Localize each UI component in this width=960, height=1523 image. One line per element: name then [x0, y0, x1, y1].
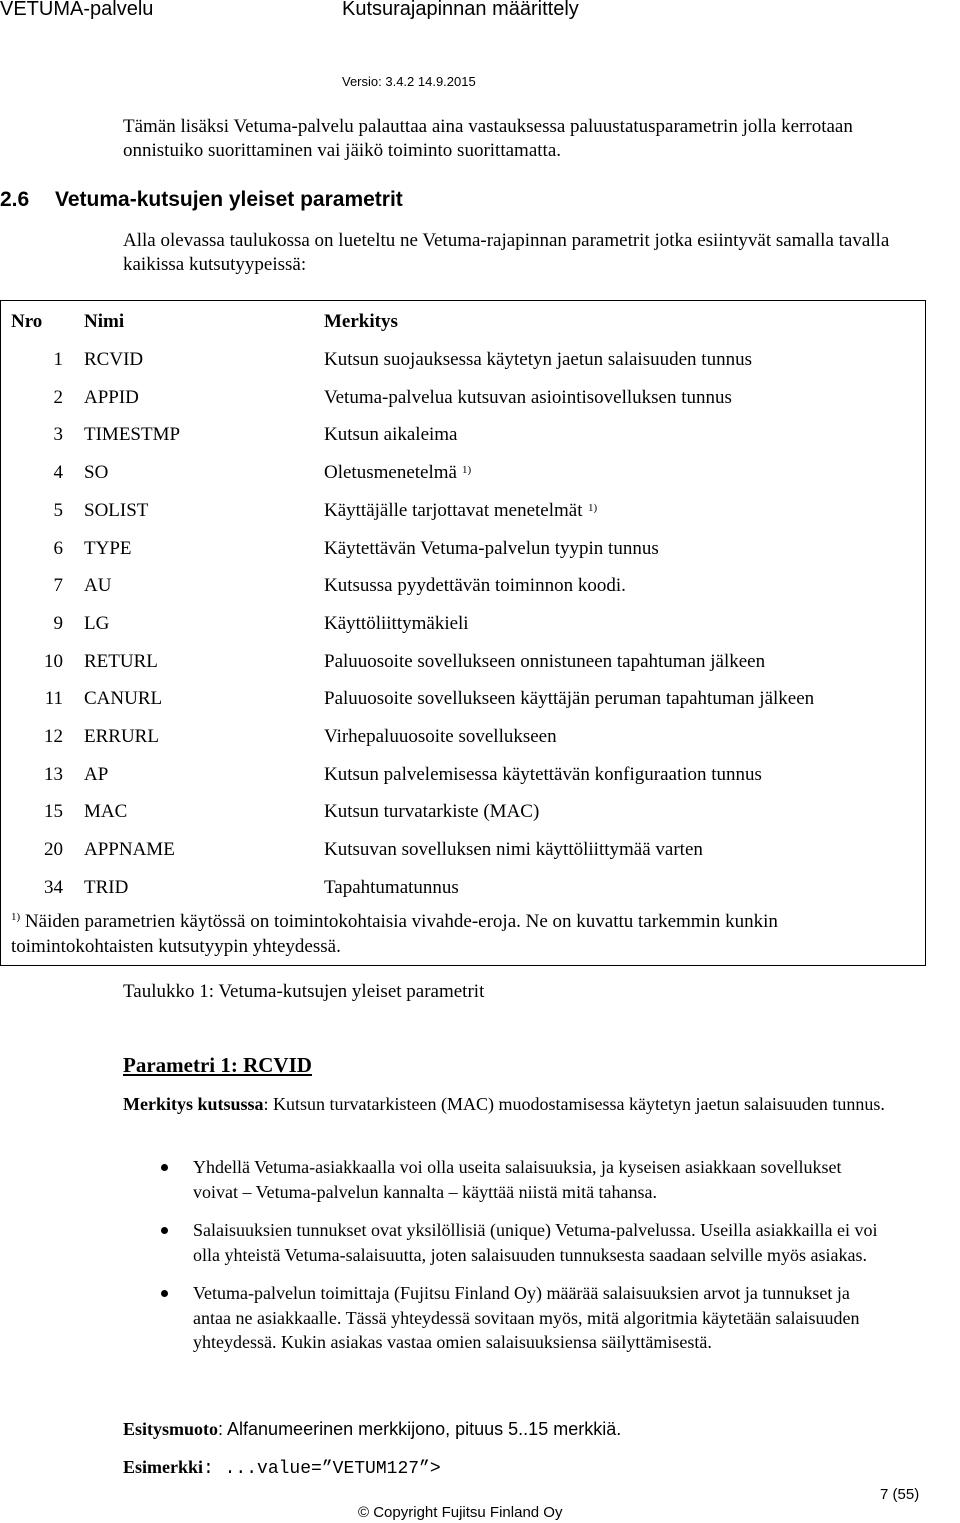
table-row: [1, 416, 925, 454]
cell-nimi: CANURL: [84, 688, 163, 710]
footnote-text: Näiden parametrien käytössä on toimintokohtaisia vivahde-eroja. Ne on kuvattu tarkemmin kunkin toimintokohtaisten kutsutyypin yhteydessä.: [11, 911, 778, 957]
cell-merkitys: Kutsun turvatarkiste (MAC): [324, 801, 540, 823]
header-merkitys: Merkitys: [324, 311, 398, 332]
table-row: [1, 530, 925, 568]
table-row: [1, 379, 925, 417]
cell-merkitys: Tapahtumatunnus: [324, 876, 459, 898]
table-row: [1, 567, 925, 605]
cell-merkitys: Kutsuvan sovelluksen nimi käyttöliittymää varten: [324, 839, 703, 861]
cell-nro: 9: [53, 612, 63, 634]
section-number: 2.6: [0, 188, 30, 211]
parameters-table: [0, 300, 926, 966]
cell-nro: 2: [53, 386, 63, 408]
header-doc-name: VETUMA-palvelu: [0, 0, 154, 20]
cell-nro: 7: [53, 575, 63, 597]
cell-nro: 4: [53, 462, 63, 484]
cell-nimi: TYPE: [84, 537, 132, 559]
table-row: 5 SOLIST Käyttäjälle tarjottavat menetelmät 1): [1, 492, 925, 530]
header-nro: Nro: [11, 311, 43, 332]
cell-merkitys: Kutsun palvelemisessa käytettävän konfiguraation tunnus: [324, 763, 762, 785]
footnote-mark: 1): [11, 911, 21, 923]
cell-nimi: SOLIST: [84, 499, 149, 521]
bullet-icon: [161, 1227, 168, 1234]
section-heading: [0, 188, 403, 212]
cell-nimi: ERRURL: [84, 726, 159, 747]
param-heading: Parametri 1: RCVID: [123, 1053, 312, 1077]
cell-merkitys: Kutsun suojauksessa käytetyn jaetun salaisuuden tunnus: [324, 349, 752, 370]
table-row: [1, 341, 925, 379]
table-row: [1, 643, 925, 681]
table-row: [1, 605, 925, 643]
table-header-row: [1, 303, 925, 341]
cell-merkitys: Kutsun aikaleima: [324, 424, 458, 446]
esitysmuoto-text: : Alfanumeerinen merkkijono, pituus 5..15 merkkiä.: [218, 1419, 622, 1439]
cell-merkitys: Vetuma-palvelua kutsuvan asiointisovelluksen tunnus: [324, 386, 732, 408]
cell-nro: 6: [53, 537, 63, 559]
intro-paragraph: Tämän lisäksi Vetuma-palvelu palauttaa aina vastauksessa paluustatusparametrin jolla kerrotaan onnistuiko suorittaminen vai jäikö toiminto suorittamatta.: [123, 116, 853, 161]
table-row: [1, 680, 925, 718]
cell-nro: 3: [53, 424, 63, 446]
table-row: [1, 869, 925, 907]
cell-nimi: APPID: [84, 386, 139, 408]
footer-copyright: © Copyright Fujitsu Finland Oy: [358, 1504, 563, 1521]
cell-nro: 11: [44, 688, 63, 710]
list-item: [123, 1218, 883, 1267]
cell-nro: 13: [44, 763, 63, 785]
cell-nimi: AP: [84, 763, 109, 785]
cell-nimi: AU: [84, 575, 112, 597]
esimerkki-label: Esimerkki: [123, 1457, 204, 1477]
cell-nimi: RCVID: [84, 349, 144, 370]
list-item: [123, 1155, 883, 1204]
list-item-text: Salaisuuksien tunnukset ovat yksilöllisiä (unique) Vetuma-palvelussa. Useilla asiakkailla ei voi olla yhteistä Vetuma-salaisuutta, joten salaisuuden tunnuksesta saadaan selville myös asiakas.: [193, 1220, 878, 1265]
param-bullet-list: [123, 1155, 883, 1369]
cell-merkitys: Käyttöliittymäkieli: [324, 612, 469, 634]
cell-nro: 12: [44, 726, 63, 747]
table-row: [1, 756, 925, 794]
table-row: [1, 718, 925, 756]
cell-merkitys: Kutsussa pyydettävän toiminnon koodi.: [324, 575, 626, 597]
cell-nro: 5: [53, 499, 63, 521]
section-lead: Alla olevassa taulukossa on lueteltu ne Vetuma-rajapinnan parametrit jotka esiintyvät samalla tavalla kaikissa kutsutyypeissä:: [123, 230, 890, 275]
table-footnote: [11, 909, 911, 959]
cell-nimi: LG: [84, 612, 110, 634]
cell-nro: 34: [44, 876, 63, 898]
cell-nimi: TRID: [84, 876, 129, 898]
table-row: 4 SO Oletusmenetelmä 1): [1, 454, 925, 492]
list-item-text: Yhdellä Vetuma-asiakkaalla voi olla useita salaisuuksia, ja kyseisen asiakkaan sovellukset voivat – Vetuma-palvelun kannalta – käyttää niistä mitä tahansa.: [193, 1157, 842, 1202]
cell-merkitys: Oletusmenetelmä: [324, 462, 457, 484]
cell-nimi: SO: [84, 462, 109, 484]
cell-merkitys: Käytettävän Vetuma-palvelun tyypin tunnus: [324, 537, 659, 559]
header-nimi: Nimi: [84, 311, 125, 332]
cell-merkitys: Paluuosoite sovellukseen käyttäjän peruman tapahtuman jälkeen: [324, 688, 815, 710]
bullet-icon: [161, 1290, 168, 1297]
cell-nimi: TIMESTMP: [84, 424, 181, 446]
cell-nro: 10: [44, 650, 63, 672]
header-doc-title: Kutsurajapinnan määrittely: [342, 0, 579, 20]
cell-merkitys: Paluuosoite sovellukseen onnistuneen tapahtuman jälkeen: [324, 650, 766, 672]
cell-nro: 20: [44, 839, 63, 861]
cell-nimi: MAC: [84, 801, 128, 823]
bullet-icon: [161, 1164, 168, 1171]
merkitys-label: Merkitys kutsussa: [123, 1094, 264, 1114]
param-merkitys: [123, 1092, 903, 1117]
section-title: Vetuma-kutsujen yleiset parametrit: [55, 188, 403, 211]
list-item-text: Vetuma-palvelun toimittaja (Fujitsu Finland Oy) määrää salaisuuksien arvot ja tunnukset ja antaa ne asiakkaalle. Tässä yhteydessä sovitaan myös, mitä algoritmia käytetään salaisuuden yhteydessä. Kukin asiakas vastaa omien salaisuuksiensa säilyttämisestä.: [193, 1283, 860, 1352]
cell-merkitys: Virhepaluuosoite sovellukseen: [324, 726, 557, 747]
esitysmuoto-label: Esitysmuoto: [123, 1419, 219, 1439]
footer-page-number: 7 (55): [880, 1486, 920, 1503]
merkitys-text: : Kutsun turvatarkisteen (MAC) muodostamisessa käytetyn jaetun salaisuuden tunnus.: [263, 1094, 885, 1114]
cell-nimi: RETURL: [84, 650, 158, 672]
cell-nimi: APPNAME: [84, 839, 175, 861]
esimerkki-text: : ...value=”VETUM127”>: [203, 1459, 441, 1479]
list-item: [123, 1281, 883, 1355]
cell-nro: 15: [44, 801, 63, 823]
table-caption: Taulukko 1: Vetuma-kutsujen yleiset parametrit: [123, 981, 485, 1002]
table-row: [1, 793, 925, 831]
table-row: [1, 831, 925, 869]
cell-merkitys: Käyttäjälle tarjottavat menetelmät: [324, 499, 583, 521]
param-esimerkki: [123, 1455, 441, 1481]
cell-nro: 1: [53, 349, 63, 370]
param-esitysmuoto: [123, 1417, 621, 1441]
header-version: Versio: 3.4.2 14.9.2015: [342, 74, 476, 89]
